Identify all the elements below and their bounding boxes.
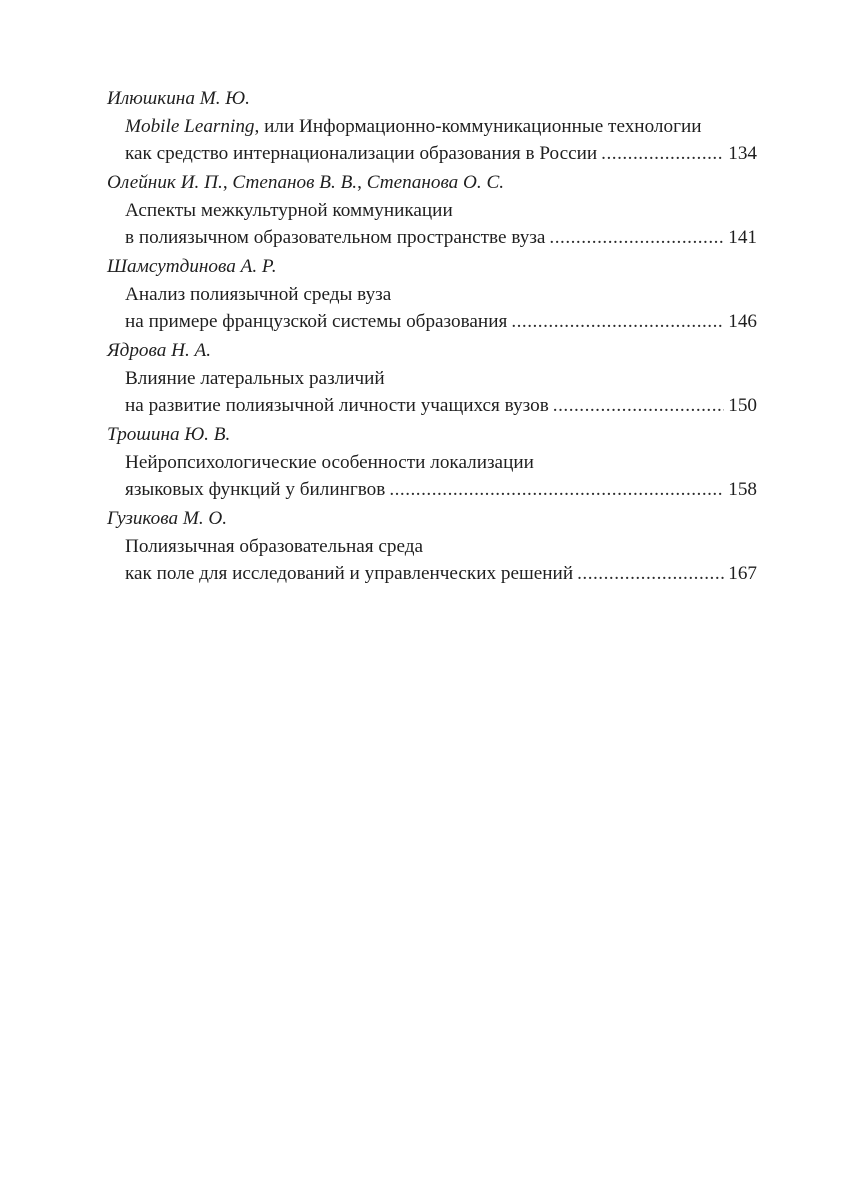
toc-title-line: Аспекты межкультурной коммуникации	[125, 199, 453, 221]
toc-title-text: на развитие полиязычной личности учащихся вузов	[125, 395, 549, 416]
table-of-contents	[107, 85, 757, 589]
toc-title-last-line[interactable]	[107, 140, 757, 168]
toc-title-text: на примере французской системы образования	[125, 311, 508, 332]
toc-author: Шамсутдинова А. Р.	[107, 256, 277, 277]
toc-author-name: Степанова О. С.	[366, 172, 505, 193]
toc-author: Ядрова Н. А.	[107, 340, 212, 361]
toc-title-last-line[interactable]	[107, 224, 757, 252]
toc-entry	[107, 253, 757, 336]
toc-title-line: Влияние латеральных различий	[125, 367, 385, 389]
toc-entry	[107, 505, 757, 588]
dot-leader	[553, 392, 724, 420]
page-number: 141	[728, 227, 757, 248]
dot-leader	[549, 224, 724, 252]
toc-title-line: Полиязычная образовательная среда	[125, 535, 424, 557]
toc-author: Илюшкина М. Ю.	[107, 88, 250, 109]
toc-entry	[107, 169, 757, 252]
dot-leader	[577, 560, 724, 588]
toc-title-italic: Mobile Learning	[125, 115, 255, 137]
page-number: 167	[728, 563, 757, 584]
toc-title-line: Анализ полиязычной среды вуза	[125, 283, 392, 305]
author-separator: ,	[222, 172, 233, 193]
toc-author-name: Олейник И. П.	[107, 172, 223, 193]
toc-title-last-line[interactable]	[107, 476, 757, 504]
toc-author: Трошина Ю. В.	[107, 424, 231, 445]
toc-title-line: Нейропсихологические особенности локализации	[125, 451, 534, 473]
toc-title-text: как средство интернационализации образования в России	[125, 143, 598, 164]
dot-leader	[389, 476, 724, 504]
toc-title-last-line[interactable]	[107, 560, 757, 588]
toc-author-name: Степанов В. В.	[232, 172, 358, 193]
toc-title-text: языковых функций у билингвов	[125, 479, 386, 500]
toc-title-last-line[interactable]	[107, 308, 757, 336]
toc-entry	[107, 85, 757, 168]
toc-entry	[107, 421, 757, 504]
toc-title-text: в полиязычном образовательном пространстве вуза	[125, 227, 546, 248]
dot-leader	[601, 140, 724, 168]
toc-author: Гузикова М. О.	[107, 508, 228, 529]
page-number: 146	[728, 311, 757, 332]
toc-title-line	[107, 113, 757, 141]
page-number: 150	[728, 395, 757, 416]
toc-title-text: , или Информационно-коммуникационные технологии	[254, 115, 702, 137]
author-separator: ,	[357, 172, 367, 193]
page-number: 134	[728, 143, 757, 164]
toc-entry	[107, 337, 757, 420]
page-number: 158	[728, 479, 757, 500]
toc-author	[107, 169, 757, 197]
toc-title-last-line[interactable]	[107, 392, 757, 420]
dot-leader	[511, 308, 724, 336]
toc-title-text: как поле для исследований и управленческих решений	[125, 563, 574, 584]
